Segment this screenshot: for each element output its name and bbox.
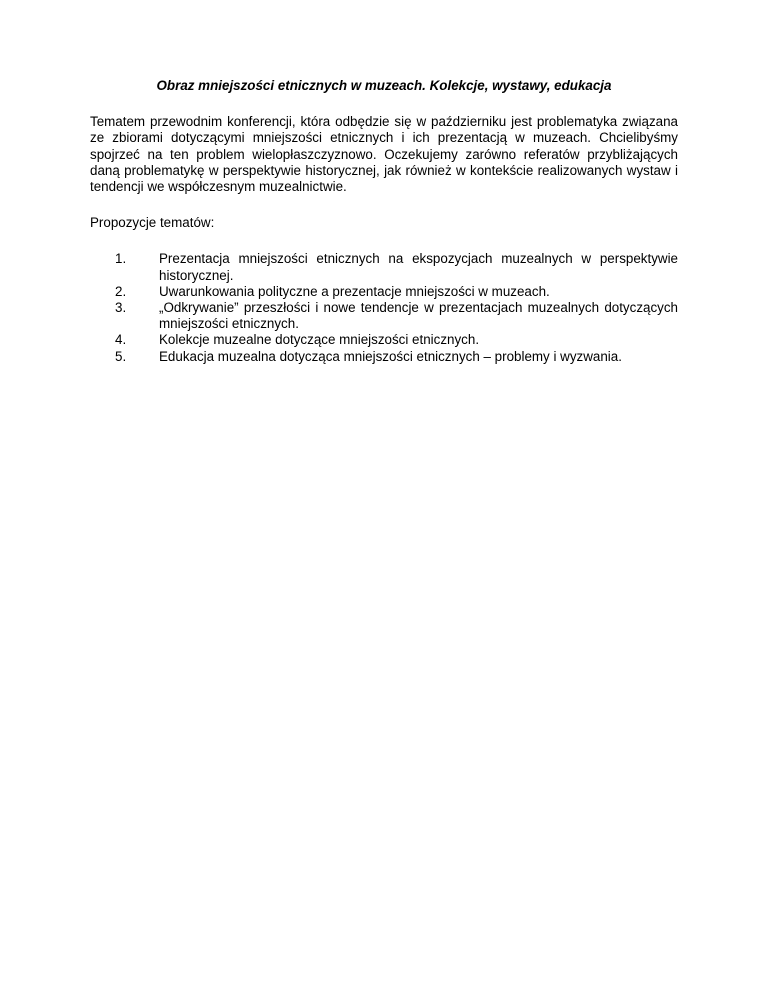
list-item-number: 3. <box>115 300 127 316</box>
list-item-number: 2. <box>115 283 127 299</box>
topics-heading: Propozycje tematów: <box>90 215 215 231</box>
list-item-number: 1. <box>115 251 127 267</box>
list-item-number: 5. <box>115 348 127 364</box>
list-item-text: Kolekcje muzealne dotyczące mniejszości etnicznych. <box>159 332 480 348</box>
document-page <box>90 78 678 365</box>
list-item-number: 4. <box>115 332 127 348</box>
topics-list <box>90 251 678 364</box>
intro-paragraph: Tematem przewodnim konferencji, która odbędzie się w październiku jest problematyka związana ze zbiorami dotyczącymi mniejszości etnicznych i ich prezentacją w muzeach. Chcielibyśmy spojrzeć na ten problem wielopłaszczyznowo. Oczekujemy zarówno referatów przybliżających daną problematykę w perspektywie historycznej, jak również w kontekście realizowanych wystaw i tendencji we współczesnym muzealnictwie. <box>90 114 678 195</box>
list-item <box>90 284 678 300</box>
document-title: Obraz mniejszości etnicznych w muzeach. Kolekcje, wystawy, edukacja <box>156 78 612 93</box>
list-item <box>90 349 678 365</box>
list-item-text: Edukacja muzealna dotycząca mniejszości etnicznych – problemy i wyzwania. <box>159 348 622 364</box>
list-item <box>90 251 678 283</box>
list-item-text: Uwarunkowania polityczne a prezentacje mniejszości w muzeach. <box>159 283 550 299</box>
list-item-text: Prezentacja mniejszości etnicznych na ekspozycjach muzealnych w perspektywie historycznej. <box>159 251 678 283</box>
list-item-text: „Odkrywanie” przeszłości i nowe tendencje w prezentacjach muzealnych dotyczących mniejszości etnicznych. <box>159 300 678 332</box>
list-item <box>90 332 678 348</box>
list-item <box>90 300 678 332</box>
